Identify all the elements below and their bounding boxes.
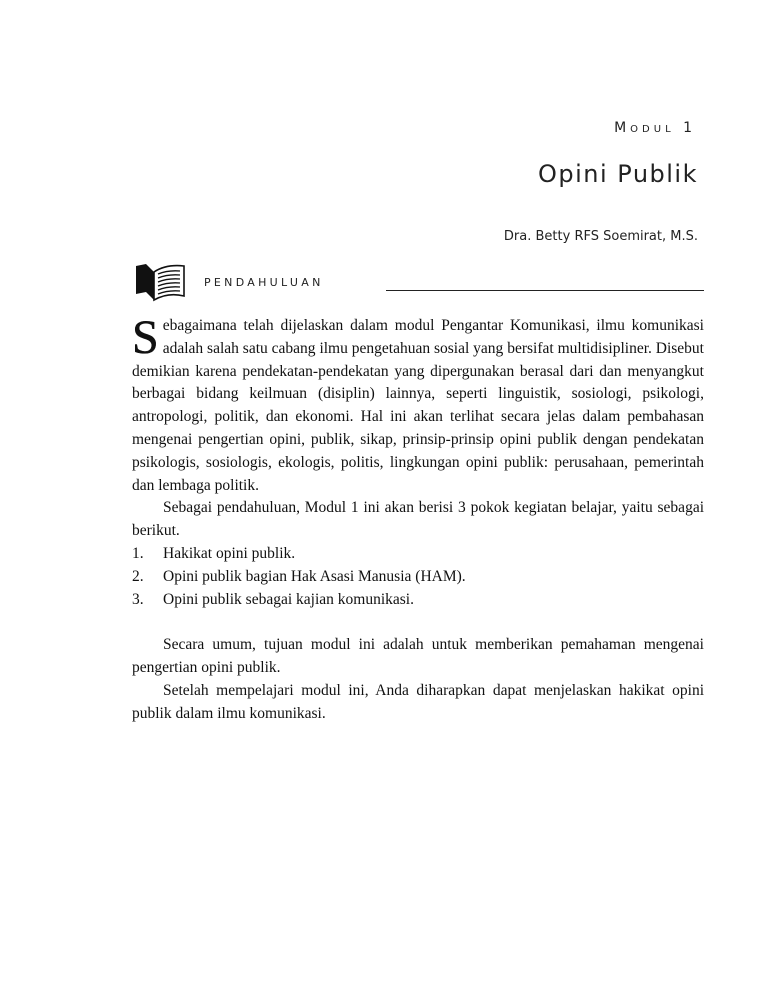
section-title: PENDAHULUAN [204, 276, 324, 289]
book-icon [132, 262, 188, 302]
section-header [132, 262, 704, 302]
list-number: 1. [132, 544, 144, 562]
activity-list [132, 543, 704, 611]
list-item [132, 543, 704, 566]
intro-paragraph [132, 311, 704, 497]
list-text: Opini publik sebagai kajian komunikasi. [163, 590, 414, 608]
spacer [132, 611, 704, 634]
list-item [132, 589, 704, 612]
page-title: Opini Publik [537, 160, 698, 188]
drop-cap: S [132, 311, 159, 364]
list-item [132, 566, 704, 589]
goal-paragraph: Secara umum, tujuan modul ini adalah untuk memberikan pemahaman mengenai pengertian opini publik. [132, 636, 704, 676]
list-text: Hakikat opini publik. [163, 544, 296, 562]
intro-text: ebagaimana telah dijelaskan dalam modul Pengantar Komunikasi, ilmu komunikasi adalah salah satu cabang ilmu pengetahuan sosial yang bersifat multidisipliner. Disebut demikian karena pendekatan-pendekatan yang dipergunakan berasal dari dan menyangkut berbagai bidang keilmuan (disiplin) lainnya, seperti linguistik, sosiologi, psikologi, antropologi, politik, dan ekonomi. Hal ini akan terlihat secara jelas dalam pembahasan mengenai pengertian opini, publik, sikap, prinsip-prinsip opini publik dengan pendekatan psikologis, sosiologis, ekologis, politis, lingkungan opini publik: perusahaan, pemerintah dan lembaga politik. [132, 317, 704, 494]
author-name: Dra. Betty RFS Soemirat, M.S. [503, 229, 698, 244]
lead-paragraph: Sebagai pendahuluan, Modul 1 ini akan berisi 3 pokok kegiatan belajar, yaitu sebagai berikut. [132, 499, 704, 540]
section-divider [386, 290, 704, 291]
list-number: 2. [132, 567, 144, 585]
module-label: Modul 1 [614, 120, 696, 136]
outcome-paragraph: Setelah mempelajari modul ini, Anda diharapkan dapat menjelaskan hakikat opini publik dalam ilmu komunikasi. [132, 681, 704, 722]
list-text: Opini publik bagian Hak Asasi Manusia (HAM). [163, 567, 466, 585]
body-content [132, 311, 704, 725]
list-number: 3. [132, 590, 144, 608]
